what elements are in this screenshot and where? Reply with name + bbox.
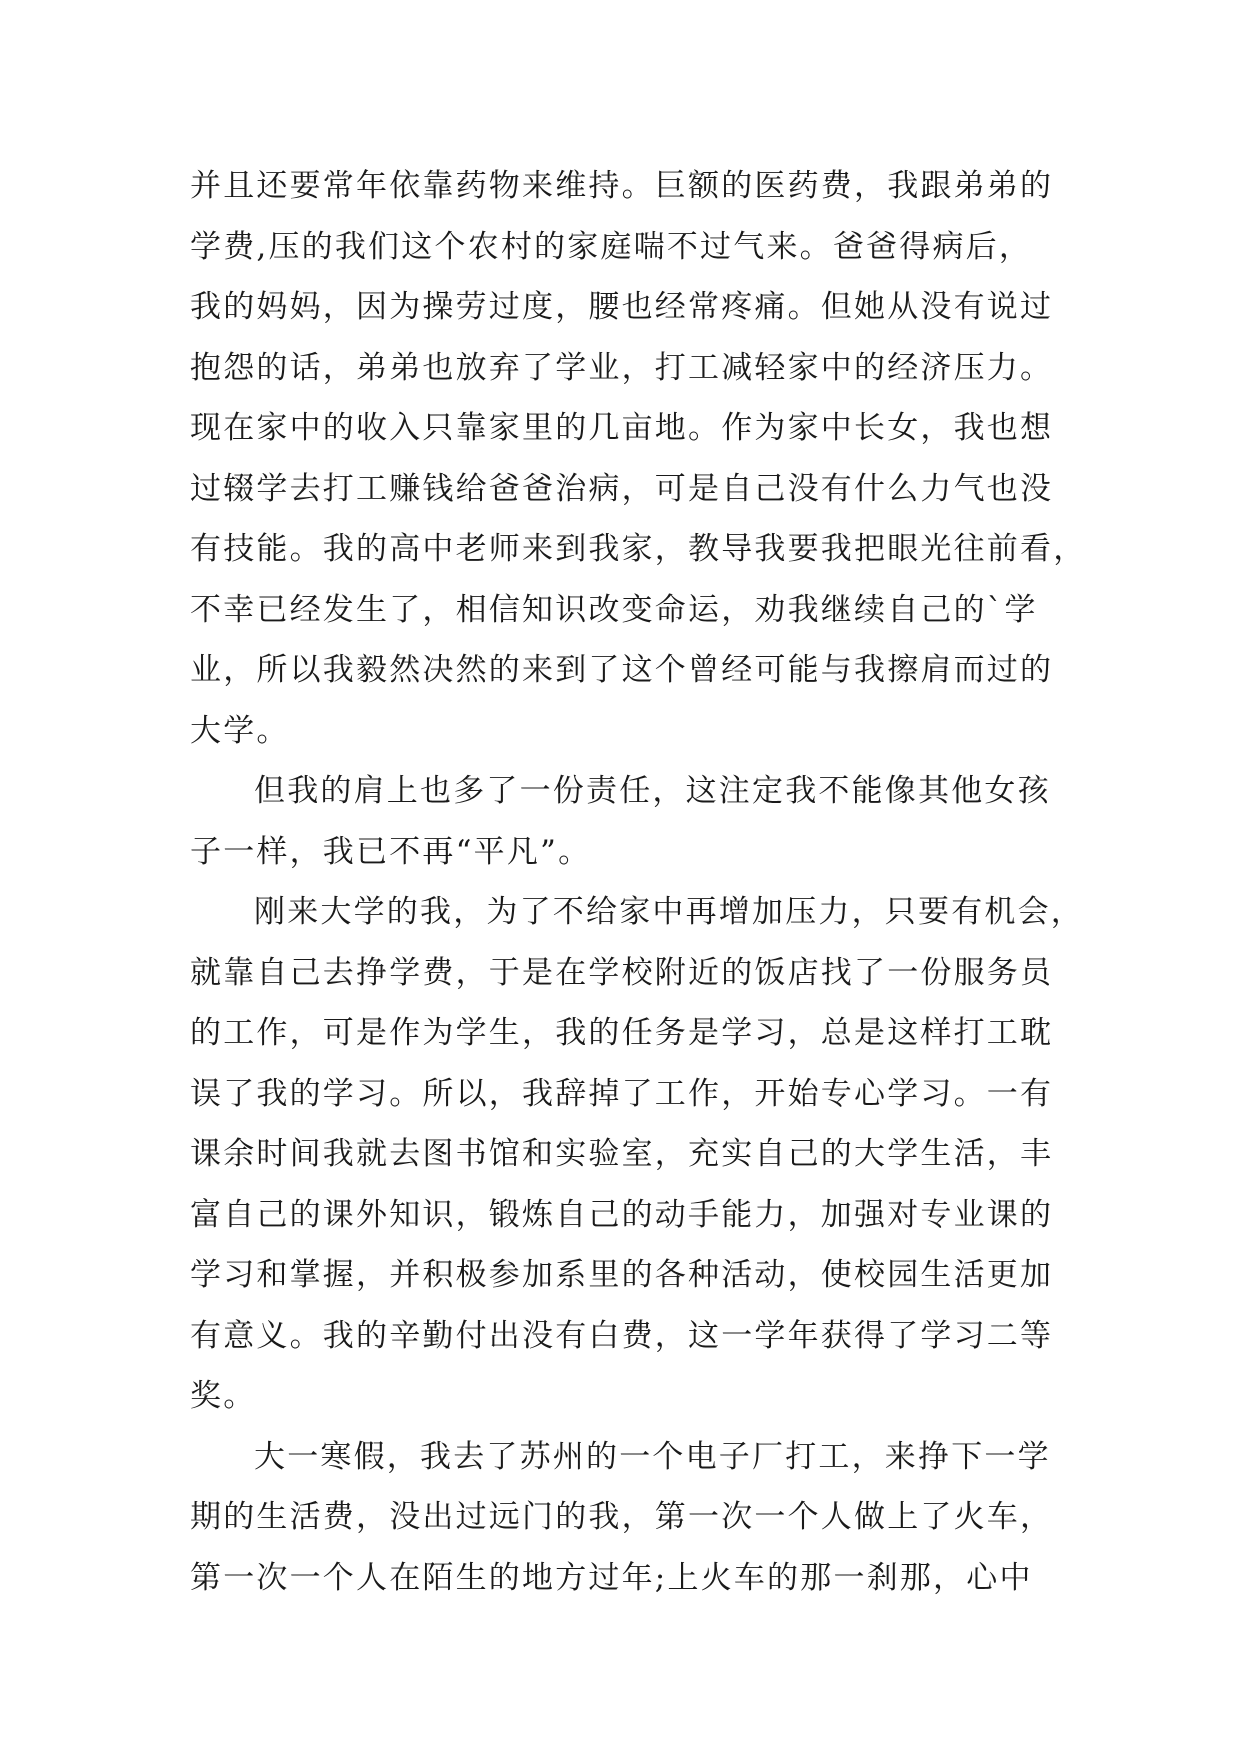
- paragraph-first-line: 刚来大学的我，为了不给家中再增加压力，只要有机会，: [254, 894, 1084, 930]
- text-line: 学习和掌握，并积极参加系里的各种活动，使校园生活更加: [190, 1257, 1054, 1293]
- text-line: 大学。: [190, 712, 290, 749]
- text-line: 子一样，我已不再“平凡”。: [190, 833, 592, 870]
- text-line: 奖。: [190, 1378, 257, 1414]
- text-line: 误了我的学习。所以，我辞掉了工作，开始专心学习。一有: [190, 1075, 1054, 1112]
- text-line: 抱怨的话，弟弟也放弃了学业，打工减轻家中的经济压力。: [190, 349, 1054, 386]
- text-line: 学费,压的我们这个农村的家庭喘不过气来。爸爸得病后，: [190, 228, 1033, 265]
- text-line: 富自己的课外知识，锻炼自己的动手能力，加强对专业课的: [190, 1196, 1054, 1233]
- text-line: 期的生活费，没出过远门的我，第一次一个人做上了火车，: [190, 1499, 1054, 1535]
- text-line: 有意义。我的辛勤付出没有白费，这一学年获得了学习二等: [190, 1317, 1054, 1354]
- text-line: 有技能。我的高中老师来到我家，教导我要我把眼光往前看，: [190, 531, 1087, 567]
- text-line: 并且还要常年依靠药物来维持。巨额的医药费，我跟弟弟的: [190, 168, 1054, 204]
- text-line: 过辍学去打工赚钱给爸爸治病，可是自己没有什么力气也没: [190, 470, 1054, 507]
- text-line: 的工作，可是作为学生，我的任务是学习，总是这样打工耽: [190, 1015, 1054, 1051]
- document-body: [190, 156, 1087, 1608]
- text-line: 不幸已经发生了，相信知识改变命运，劝我继续自己的`学: [190, 591, 1038, 628]
- text-line: 业，所以我毅然决然的来到了这个曾经可能与我擦肩而过的: [190, 652, 1054, 688]
- text-line: 课余时间我就去图书馆和实验室，充实自己的大学生活，丰: [190, 1136, 1054, 1172]
- paragraph-first-line: 大一寒假，我去了苏州的一个电子厂打工，来挣下一学: [254, 1438, 1051, 1475]
- text-line: 现在家中的收入只靠家里的几亩地。作为家中长女，我也想: [190, 410, 1054, 446]
- text-line: 我的妈妈，因为操劳过度，腰也经常疼痛。但她从没有说过: [190, 289, 1054, 325]
- text-line: 第一次一个人在陌生的地方过年;上火车的那一刹那，心中: [190, 1559, 1033, 1596]
- paragraph-first-line: 但我的肩上也多了一份责任，这注定我不能像其他女孩: [254, 773, 1051, 809]
- text-line: 就靠自己去挣学费，于是在学校附近的饭店找了一份服务员: [190, 954, 1054, 991]
